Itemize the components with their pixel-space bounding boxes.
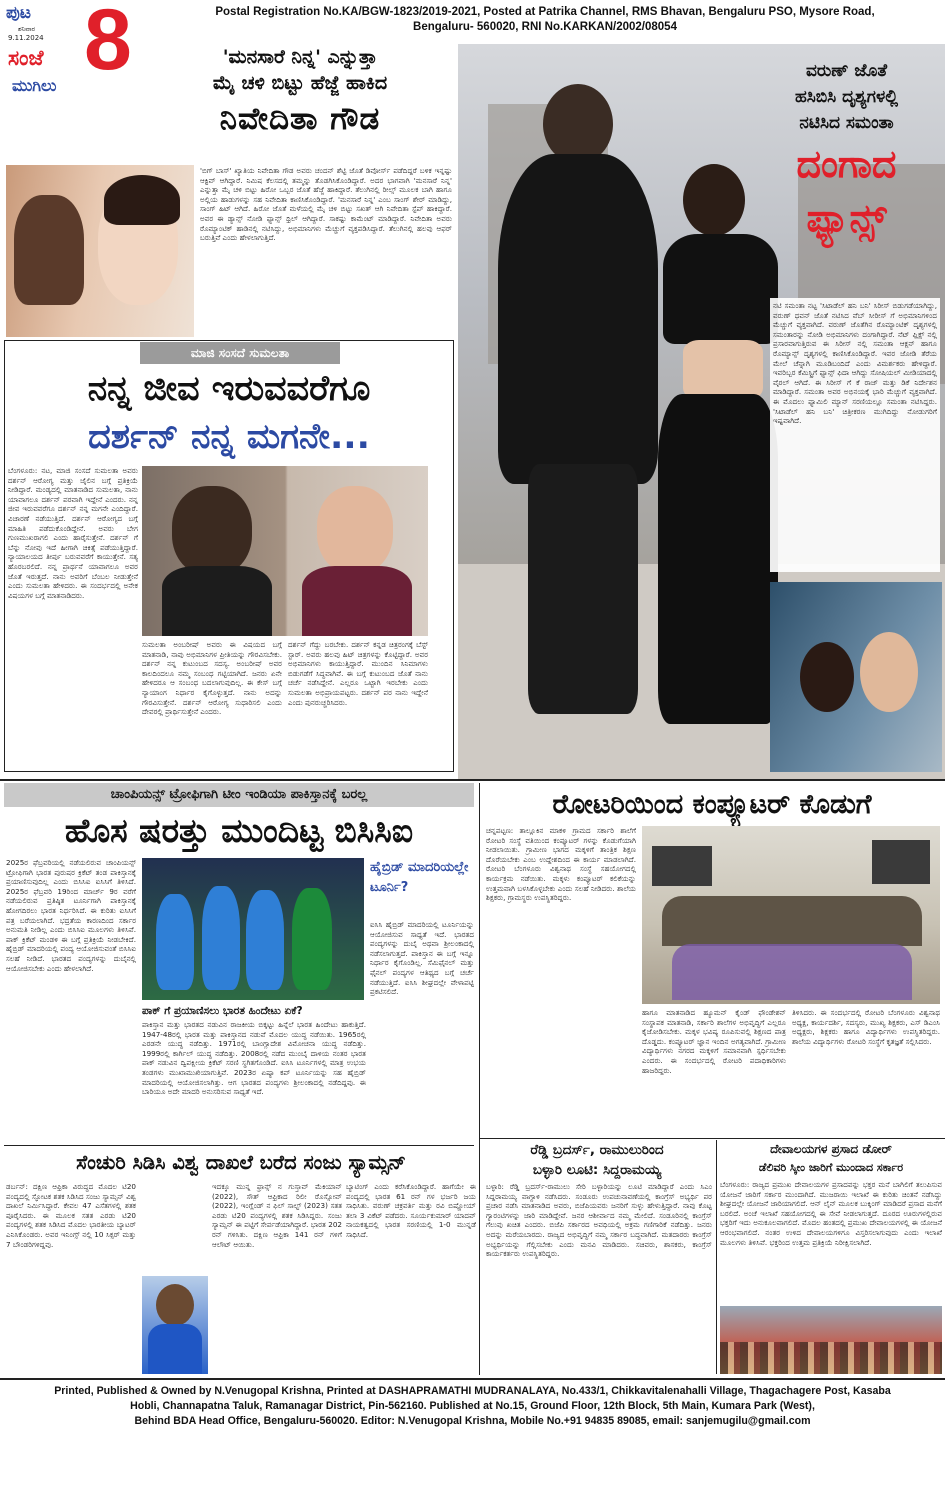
registration-block xyxy=(150,5,940,35)
registration-line-1: Postal Registration No.KA/BGW-1823/2019-2021, Posted at Patrika Channel, RMS Bhavan, Bengaluru PSO, Mysore Road, xyxy=(215,6,875,18)
rotary-headline: ರೋಟರಿಯಿಂದ ಕಂಪ್ಯೂಟರ್ ಕೊಡುಗೆ xyxy=(552,789,872,820)
reddy-headline xyxy=(484,1140,710,1180)
bcci-headline: ಹೊಸ ಷರತ್ತು ಮುಂದಿಟ್ಟ ಬಿಸಿಸಿಐ xyxy=(64,811,414,850)
day-label: ಶನಿವಾರ xyxy=(18,25,36,33)
varun-headline-line2: ಹಸಿಬಿಸಿ ದೃಶ್ಯಗಳಲ್ಲಿ xyxy=(794,87,899,107)
sanju-col2: ಇದಕ್ಕೂ ಮುನ್ನ ಫ್ರಾನ್ಸ್ ನ ಗುಸ್ತಾವ್ ಮೆಕಿಯಾನ್ (2022), ಸೌತ್ ಆಫ್ರಿಕಾದ ರಿಲೀ ರೊಸ್ಸೋವ್ (2022), ಇಂಗ್ಲೆಂಡ್ ನ ಫಿಲ್ ಸಾಲ್ಟ್ (2023) ಸತತ ಎರಡು ಟಿ20 ಪಂದ್ಯಗಳಲ್ಲಿ ಶತಕ ಸಿಡಿಸಿದ್ದರು. ಸಂಜು ಸ್ಯಾಮ್ಸನ್ ಈ ಪಟ್ಟಿಗೆ ಸೇರ್ಪಡೆಯಾಗಿದ್ದಾರೆ. ಭಾರತ 202 ರನ್ ಗಳಿಸಿತು. ದಕ್ಷಿಣ ಆಫ್ರಿಕಾ 141 ರನ್ ಗಳಿಗೆ ಆಲೌಟ್ ಆಯಿತು. xyxy=(212,1182,342,1249)
footer xyxy=(0,1384,945,1429)
nivedita-headline-line1: 'ಮನಸಾರೆ ನಿನ್ನ' ಎನ್ನುತ್ತಾ xyxy=(222,46,378,68)
bcci-side-body: ಐಸಿಸಿ ಹೈಬ್ರಿಡ್ ಮಾದರಿಯಲ್ಲಿ ಟೂರ್ನಿಯನ್ನು ಆಯೋಜಿಸುವ ಸಾಧ್ಯತೆ ಇದೆ. ಭಾರತದ ಪಂದ್ಯಗಳನ್ನು ದುಬೈ ಅಥವಾ ಶ್ರೀಲಂಕಾದಲ್ಲಿ ನಡೆಸಲಾಗುತ್ತದೆ. ಪಾಕಿಸ್ತಾನ ಈ ಬಗ್ಗೆ ಇನ್ನೂ ನಿರ್ಧಾರ ಕೈಗೊಂಡಿಲ್ಲ. ಸೆಮಿಫೈನಲ್ ಮತ್ತು ಫೈನಲ್ ಪಂದ್ಯಗಳ ಆತಿಥ್ಯದ ಬಗ್ಗೆ ಚರ್ಚೆ ನಡೆಯುತ್ತಿದೆ. ಐಸಿಸಿ ಶೀಘ್ರದಲ್ಲೇ ವೇಳಾಪಟ್ಟಿ ಪ್ರಕಟಿಸಲಿದೆ. xyxy=(370,920,474,997)
page-label: ಪುಟ xyxy=(6,3,31,23)
sanju-photo xyxy=(142,1276,208,1374)
reddy-headline-line2: ಬಳ್ಳಾರಿ ಲೂಟಿ: ಸಿದ್ದರಾಮಯ್ಯ xyxy=(532,1162,662,1178)
reddy-headline-line1: ರೆಡ್ಡಿ ಬ್ರದರ್ಸ್, ರಾಮುಲುರಿಂದ xyxy=(530,1142,664,1158)
cricket-team-photo xyxy=(142,858,364,1000)
varun-headline xyxy=(748,58,945,244)
sumalatha-col2: ಸುಮಲತಾ ಅಂಬರೀಷ್ ಅವರು ಈ ವಿಷಯದ ಬಗ್ಗೆ ಮಾತನಾಡಿ, ನಾವು ಅಭಿಮಾನಿಗಳ ಪ್ರೀತಿಯನ್ನು ಗೌರವಿಸಬೇಕು. ದರ್ಶನ್ ನನ್ನ ಕುಟುಂಬದ ಸದಸ್ಯ. ಅಂಬರೀಷ್ ಅವರ ಕಾಲದಿಂದಲೂ ನಮ್ಮ ಸಂಬಂಧ ಗಟ್ಟಿಯಾಗಿದೆ. ಜನರು ಏನೇ ಹೇಳಿದರೂ ಆ ಸಂಬಂಧ ಬದಲಾಗುವುದಿಲ್ಲ. ಈ ಕೇಸ್ ಬಗ್ಗೆ ನ್ಯಾಯಾಂಗ ನಿರ್ಧಾರ ಕೈಗೊಳ್ಳುತ್ತದೆ. ನಾನು ಅದನ್ನು ಗೌರವಿಸುತ್ತೇನೆ. ದರ್ಶನ್ ಆರೋಗ್ಯ ಸುಧಾರಿಸಲಿ ಎಂದು ದೇವರಲ್ಲಿ ಪ್ರಾರ್ಥಿಸುತ್ತೇನೆ ಎಂದರು. xyxy=(142,640,282,717)
rotary-photo xyxy=(642,826,940,1004)
sumalatha-kicker-text: ಮಾಜಿ ಸಂಸದೆ ಸುಮಲತಾ xyxy=(190,346,290,360)
footer-line-1: Printed, Published & Owned by N.Venugopal Krishna, Printed at DASHAPRAMATHI MUDRANALAYA, No.433/1, Chikkavitalenahalli Village, Thagachagere Post, Kasaba xyxy=(54,1385,891,1397)
varun-headline-line1: ವರುಣ್ ಜೊತೆ xyxy=(805,61,888,81)
nivedita-headline xyxy=(150,44,450,162)
footer-line-3: Behind BDA Head Office, Bengaluru-560020. Editor: N.Venugopal Krishna, Mobile No.+91 94835 89085, email: sanjemugilu@gmail.com xyxy=(134,1415,811,1427)
section-divider xyxy=(0,779,945,781)
temple-crowd-photo xyxy=(720,1306,942,1374)
temple-body: ಬೆಂಗಳೂರು: ರಾಜ್ಯದ ಪ್ರಮುಖ ದೇವಾಲಯಗಳ ಪ್ರಸಾದವನ್ನು ಭಕ್ತರ ಮನೆ ಬಾಗಿಲಿಗೆ ತಲುಪಿಸುವ ಯೋಜನೆ ಜಾರಿಗೆ ಸರ್ಕಾರ ಮುಂದಾಗಿದೆ. ಮುಜರಾಯಿ ಇಲಾಖೆ ಈ ಕುರಿತು ಚಿಂತನೆ ನಡೆಸಿದ್ದು ಶೀಘ್ರದಲ್ಲೇ ಯೋಜನೆ ಜಾರಿಯಾಗಲಿದೆ. ಆನ್ ಲೈನ್ ಮೂಲಕ ಬುಕ್ಕಿಂಗ್ ಮಾಡಿದರೆ ಪ್ರಸಾದ ಮನೆಗೆ ಬರಲಿದೆ. ಅಂಚೆ ಇಲಾಖೆ ಸಹಯೋಗದಲ್ಲಿ ಈ ಸೇವೆ ನೀಡಲಾಗುತ್ತದೆ. ದೂರದ ಊರುಗಳಲ್ಲಿರುವ ಭಕ್ತರಿಗೆ ಇದು ಅನುಕೂಲವಾಗಲಿದೆ. ಮೊದಲ ಹಂತದಲ್ಲಿ ಪ್ರಮುಖ ದೇವಾಲಯಗಳಲ್ಲಿ ಈ ಯೋಜನೆ ಆರಂಭವಾಗಲಿದೆ. ನಂತರ ಉಳಿದ ದೇವಾಲಯಗಳಿಗೂ ವಿಸ್ತರಿಸಲಾಗುವುದು ಎಂದು ಇಲಾಖೆ ಮೂಲಗಳು ತಿಳಿಸಿವೆ. ಭಕ್ತರಿಂದ ಉತ್ತಮ ಪ್ರತಿಕ್ರಿಯೆ ನಿರೀಕ್ಷಿಸಲಾಗಿದೆ. xyxy=(720,1180,942,1247)
varun-headline-big1: ದಂಗಾದ xyxy=(796,142,897,186)
sanju-top-rule xyxy=(4,1145,474,1146)
bcci-kicker-text: ಚಾಂಪಿಯನ್ಸ್ ಟ್ರೋಫಿಗಾಗಿ ಟೀಂ ಇಂಡಿಯಾ ಪಾಕಿಸ್ತಾನಕ್ಕೆ ಬರಲ್ಲ xyxy=(110,787,368,802)
bcci-side-headline: ಹೈಬ್ರಿಡ್ ಮಾದರಿಯಲ್ಲೇ ಟೂರ್ನಿ? xyxy=(370,860,469,895)
temple-headline-line2: ಡೆಲಿವರಿ ಸ್ಕೀಂ ಜಾರಿಗೆ ಮುಂದಾದ ಸರ್ಕಾರ xyxy=(758,1161,904,1174)
sumalatha-kicker xyxy=(140,342,340,364)
temple-headline xyxy=(720,1140,942,1177)
sumalatha-headline-line1: ನನ್ನ ಜೀವ ಇರುವವರೆಗೂ xyxy=(87,369,371,409)
woman-figure xyxy=(683,164,745,236)
sumalatha-col1: ಬೆಂಗಳೂರು: ನಟ, ಮಾಜಿ ಸಂಸದೆ ಸುಮಲತಾ ಅವರು ದರ್ಶನ್ ಆರೋಗ್ಯ ಮತ್ತು ಜೈಲಿನ ಬಗ್ಗೆ ಪ್ರತಿಕ್ರಿಯೆ ನೀಡಿದ್ದಾರೆ. ಮಂಡ್ಯದಲ್ಲಿ ಮಾತನಾಡಿದ ಸುಮಲತಾ, ನಾನು ಯಾವಾಗಲೂ ದರ್ಶನ್ ಪರವಾಗಿ ಇದ್ದೇನೆ ಎಂದರು. ನನ್ನ ಜೀವ ಇರುವವರೆಗೂ ದರ್ಶನ್ ನನ್ನ ಮಗನೇ ಎಂದಿದ್ದಾರೆ. ವಿಚಾರಣೆ ನಡೆಯುತ್ತಿದೆ. ದರ್ಶನ್ ಆರೋಗ್ಯದ ಬಗ್ಗೆ ಮಾಹಿತಿ ಪಡೆದುಕೊಂಡಿದ್ದೇನೆ. ಅವರು ಬೇಗ ಗುಣಮುಖರಾಗಲಿ ಎಂದು ಹಾರೈಸುತ್ತೇನೆ. ದರ್ಶನ್ ಗೆ ಬೆನ್ನು ನೋವು ಇದೆ ಹೀಗಾಗಿ ಚಿಕಿತ್ಸೆ ಪಡೆಯುತ್ತಿದ್ದಾರೆ. ನ್ಯಾಯಾಲಯದ ತೀರ್ಪು ಬರುವವರೆಗೆ ಕಾಯುತ್ತೇನೆ. ಸತ್ಯ ಹೊರಬರಲಿದೆ. ನನ್ನ ಪ್ರಾರ್ಥನೆ ಯಾವಾಗಲೂ ಅವರ ಜೊತೆ ಇರುತ್ತದೆ. ನಾನು ಅವರಿಗೆ ಬೆಂಬಲ ನೀಡುತ್ತೇನೆ ಎಂದು ಸುಮಲತಾ ಹೇಳಿದರು. ಈ ಸಂದರ್ಭದಲ್ಲಿ ಅನೇಕ ವಿಷಯಗಳ ಬಗ್ಗೆ ಮಾತನಾಡಿದರು. xyxy=(8,466,138,600)
paper-name-line2: ಮುಗಿಲು xyxy=(12,76,57,95)
sanju-col1: ಡರ್ಬನ್: ದಕ್ಷಿಣ ಆಫ್ರಿಕಾ ವಿರುದ್ಧದ ಮೊದಲ ಟಿ20 ಪಂದ್ಯದಲ್ಲಿ ಸ್ಫೋಟಕ ಶತಕ ಸಿಡಿಸಿದ ಸಂಜು ಸ್ಯಾಮ್ಸನ್ ವಿಶ್ವ ದಾಖಲೆ ನಿರ್ಮಿಸಿದ್ದಾರೆ. ಕೇವಲ 47 ಎಸೆತಗಳಲ್ಲಿ ಶತಕ ಪೂರೈಸಿದರು. ಈ ಮೂಲಕ ಸತತ ಎರಡು ಟಿ20 ಪಂದ್ಯಗಳಲ್ಲಿ ಶತಕ ಸಿಡಿಸಿದ ಮೊದಲ ಭಾರತೀಯ ಬ್ಯಾಟರ್ ಎನಿಸಿಕೊಂಡರು. ಅವರ ಇನಿಂಗ್ಸ್ ನಲ್ಲಿ 10 ಸಿಕ್ಸರ್ ಮತ್ತು 7 ಬೌಂಡರಿಗಳಿದ್ದವು. xyxy=(6,1182,136,1249)
varun-headline-line3: ನಟಿಸಿದ ಸಮಂತಾ xyxy=(799,113,894,133)
registration-line-2: Bengaluru- 560020, RNI No.KARKAN/2002/08054 xyxy=(413,21,677,33)
varun-body: ನಟಿ ಸಮಂತಾ ನಟ್ಟ 'ಸಿಟಾಡೆಲ್ ಹನಿ ಬನಿ' ಸಿರೀಸ್ ಬಿಡುಗಡೆಯಾಗಿದ್ದು, ವರುಣ್ ಧವನ್ ಜೊತೆ ನಟಿಸಿದ ವೆಬ್ ಸೀರೀಸ್ ಗೆ ಅಭಿಮಾನಿಗಳಿಂದ ಮೆಚ್ಚುಗೆ ವ್ಯಕ್ತವಾಗಿದೆ. ವರುಣ್ ಜೊತೆಗಿನ ರೊಮ್ಯಾಂಟಿಕ್ ದೃಶ್ಯಗಳಲ್ಲಿ ಸಮಂತಾರನ್ನು ನೋಡಿ ಅಭಿಮಾನಿಗಳು ದಂಗಾಗಿದ್ದಾರೆ. ನೆಟ್ ಫ್ಲಿಕ್ಸ್ ನಲ್ಲಿ ಪ್ರಸಾರವಾಗುತ್ತಿರುವ ಈ ಸಿರೀಸ್ ನಲ್ಲಿ ಸಮಂತಾ ಆಕ್ಷನ್ ಹಾಗೂ ರೊಮ್ಯಾನ್ಸ್ ದೃಶ್ಯಗಳಲ್ಲಿ ಕಾಣಿಸಿಕೊಂಡಿದ್ದಾರೆ. ಇವರ ಜೋಡಿ ತೆರೆಯ ಮೇಲೆ ಚೆನ್ನಾಗಿ ಮೂಡಿಬಂದಿದೆ ಎಂದು ವಿಮರ್ಶಕರು ಹೇಳಿದ್ದಾರೆ. ಇವರಿಬ್ಬರ ಕೆಮಿಸ್ಟ್ರಿಗೆ ಫ್ಯಾನ್ಸ್ ಫಿದಾ ಆಗಿದ್ದು ಸೋಷಿಯಲ್ ಮೀಡಿಯಾದಲ್ಲಿ ವೈರಲ್ ಆಗಿದೆ. ಈ ಸಿರೀಸ್ ಗೆ ಕೆ ರಾಜ್ ಮತ್ತು ಡಿಕೆ ನಿರ್ದೇಶನ ಮಾಡಿದ್ದಾರೆ. ಸಮಂತಾ ಅವರ ಅಭಿನಯಕ್ಕೆ ಭಾರಿ ಮೆಚ್ಚುಗೆ ವ್ಯಕ್ತವಾಗಿದೆ. ಈ ಮೊದಲು ಫ್ಯಾಮಿಲಿ ಮ್ಯಾನ್ ಸರಣಿಯಲ್ಲೂ ಸಮಂತಾ ನಟಿಸಿದ್ದರು. 'ಸಿಟಾಡೆಲ್ ಹನಿ ಬನಿ' ಚಿತ್ರೀಕರಣ ಮುಗಿದಿದ್ದು ನೋಡುಗರಿಗೆ ಇಷ್ಟವಾಗಿದೆ. xyxy=(770,298,940,572)
page-number: 8 xyxy=(84,0,132,88)
nivedita-photo xyxy=(6,165,194,337)
nivedita-headline-name: ನಿವೇದಿತಾ ಗೌಡ xyxy=(219,101,381,137)
rotary-col1: ಚನ್ನಪಟ್ಟಣ: ತಾಲ್ಲೂಕಿನ ಮಾಕಳಿ ಗ್ರಾಮದ ಸರ್ಕಾರಿ ಶಾಲೆಗೆ ರೋಟರಿ ಸಂಸ್ಥೆ ವತಿಯಿಂದ ಕಂಪ್ಯೂಟರ್ ಗಳನ್ನು ಕೊಡುಗೆಯಾಗಿ ನೀಡಲಾಯಿತು. ಗ್ರಾಮೀಣ ಭಾಗದ ಮಕ್ಕಳಿಗೆ ತಾಂತ್ರಿಕ ಶಿಕ್ಷಣ ದೊರೆಯಬೇಕು ಎಂಬ ಉದ್ದೇಶದಿಂದ ಈ ಕಾರ್ಯ ಮಾಡಲಾಗಿದೆ. ರೋಟರಿ ಬೆಂಗಳೂರು ವಿಶ್ವನಾಥ ಸಂಸ್ಥೆ ಸಹಯೋಗದಲ್ಲಿ ಕಾರ್ಯಕ್ರಮ ನಡೆಯಿತು. ಮಕ್ಕಳು ಕಂಪ್ಯೂಟರ್ ಕಲಿಕೆಯನ್ನು ಉತ್ತಮವಾಗಿ ಬಳಸಿಕೊಳ್ಳಬೇಕು ಎಂದು ಸಲಹೆ ನೀಡಿದರು. ಶಾಲೆಯ ಶಿಕ್ಷಕರು, ಗ್ರಾಮಸ್ಥರು ಉಪಸ್ಥಿತರಿದ್ದರು. xyxy=(486,826,636,903)
sumalatha-headline-line2: ದರ್ಶನ್ ನನ್ನ ಮಗನೇ... xyxy=(88,417,370,457)
man-figure xyxy=(543,84,613,164)
nivedita-body: 'ಬಿಗ್ ಬಾಸ್' ಖ್ಯಾತಿಯ ನಿವೇದಿತಾ ಗೌಡ ಅವರು ಚಂದನ್ ಶೆಟ್ಟಿ ಜೊತೆ ಡಿವೋರ್ಸ್ ಪಡೆದಿದ್ದರೆ ಬಳಿಕ ಇನ್ನಷ್ಟು ಆಕ್ಟಿವ್ ಆಗಿದ್ದಾರೆ. ನಿಮಿಷ ಕೆಲಸದಲ್ಲಿ ತಮ್ಮನ್ನು ತೊಡಗಿಸಿಕೊಂಡಿದ್ದಾರೆ. ಅದರ ಭಾಗವಾಗಿ 'ಮನಸಾರೆ ನಿನ್ನ' ಎನ್ನುತ್ತಾ ಮೈ ಚಳಿ ಬಿಟ್ಟು ಹಿರೋ ಒಬ್ಬರ ಜೊತೆ ಹೆಜ್ಜೆ ಹಾಕಿದ್ದಾರೆ. ತೆಲುಗಿನಲ್ಲಿ ರೀಲ್ಸ್ ಮೂಲಕ ಬಾಗಿ ಹಾಗೂ ಅಲ್ಲಿಯ ಹಾಡುಗಳನ್ನು ಸಹ ನಿವೇದಿತಾ ಕಾಣಿಸಿಕೊಂಡಿದ್ದಾರೆ. 'ಮನಸಾರೆ ನಿನ್ನ' ಎಂಬ ಸಾಂಗ್ ಶೇರ್ ಮಾಡಿದ್ದು, ಸಾಂಗ್ ಹಿಟ್ ಆಗಿದೆ. ಹಿರೋ ಜೊತೆ ಮಳೆಯಲ್ಲಿ ಮೈ ಚಳಿ ಬಿಟ್ಟು ಸಖತ್ ಆಗಿ ನಿವೇದಿತಾ ಸ್ಟೆಪ್ ಹಾಕಿದ್ದಾರೆ. ಅವರ ಈ ಡ್ಯಾನ್ಸ್ ನೋಡಿ ಫ್ಯಾನ್ಸ್ ಥ್ರಿಲ್ ಆಗಿದ್ದಾರೆ. ಸಾಕಷ್ಟು ಕಾಮೆಂಟ್ ಮಾಡಿದ್ದಾರೆ. ನಿವೇದಿತಾ ಅವರು ರೊಮ್ಯಾಂಟಿಕ್ ಹಾಡಿನಲ್ಲಿ ನಟಿಸಿದ್ದು, ಅಭಿಮಾನಿಗಳು ಮೆಚ್ಚುಗೆ ವ್ಯಕ್ತಪಡಿಸಿದ್ದಾರೆ. ತೆಲುಗಿನಲ್ಲಿ ಹಲವು ಆಫರ್ ಬರುತ್ತಿವೆ ಎಂದು ಹೇಳಲಾಗುತ್ತಿದೆ. xyxy=(200,166,452,243)
rotary-col3: ತಿಳಿಸಿದರು. ಈ ಸಂದರ್ಭದಲ್ಲಿ ರೋಟರಿ ಬೆಂಗಳೂರು ವಿಶ್ವನಾಥ ಅಧ್ಯಕ್ಷ, ಕಾರ್ಯದರ್ಶಿ, ಸದಸ್ಯರು, ಮುಖ್ಯ ಶಿಕ್ಷಕರು, ಎಸ್ ಡಿಎಂಸಿ ಅಧ್ಯಕ್ಷರು, ಶಿಕ್ಷಕರು ಹಾಗೂ ವಿದ್ಯಾರ್ಥಿಗಳು ಉಪಸ್ಥಿತರಿದ್ದರು. ಶಾಲೆಯ ವಿದ್ಯಾರ್ಥಿಗಳು ರೋಟರಿ ಸಂಸ್ಥೆಗೆ ಕೃತಜ್ಞತೆ ಸಲ್ಲಿಸಿದರು. xyxy=(792,1008,940,1046)
bcci-kicker xyxy=(4,783,474,807)
footer-line-2: Hobli, Channapatna Taluk, Ramanagar District, Pin-562160. Published at No.15, Ground Floor, 12th Block, 5th Main, Kumara Park (West), xyxy=(130,1400,815,1412)
bcci-col1: 2025ರ ಫೆಬ್ರವರಿಯಲ್ಲಿ ನಡೆಯಲಿರುವ ಚಾಂಪಿಯನ್ಸ್ ಟ್ರೋಫಿಗಾಗಿ ಭಾರತ ಪುರುಷರ ಕ್ರಿಕೆಟ್ ತಂಡ ಪಾಕಿಸ್ತಾನಕ್ಕೆ ಪ್ರಯಾಣಿಸುವುದಿಲ್ಲ ಎಂದು ಬಿಸಿಸಿಐ ಐಸಿಸಿಗೆ ತಿಳಿಸಿದೆ. 2025ರ ಫೆಬ್ರವರಿ 19ರಿಂದ ಮಾರ್ಚ್ 9ರ ವರೆಗೆ ನಡೆಯಲಿರುವ ಪ್ರತಿಷ್ಠಿತ ಟೂರ್ನಿಗಾಗಿ ಪಾಕಿಸ್ತಾನಕ್ಕೆ ಹೋಗದಿರಲು ಭಾರತ ನಿರ್ಧರಿಸಿದೆ. ಈ ಕುರಿತು ಐಸಿಸಿಗೆ ಪತ್ರ ಬರೆಯಲಾಗಿದೆ. ಭದ್ರತೆಯ ಕಾರಣದಿಂದ ಸರ್ಕಾರ ಅನುಮತಿ ನೀಡಿಲ್ಲ ಎಂದು ಬಿಸಿಸಿಐ ಮೂಲಗಳು ತಿಳಿಸಿವೆ. ಪಾಕ್ ಕ್ರಿಕೆಟ್ ಮಂಡಳಿ ಈ ಬಗ್ಗೆ ಪ್ರತಿಕ್ರಿಯೆ ನೀಡಬೇಕಿದೆ. ಹೈಬ್ರಿಡ್ ಮಾದರಿಯಲ್ಲಿ ಪಂದ್ಯ ಆಯೋಜಿಸುವಂತೆ ಬಿಸಿಸಿಐ ಸಲಹೆ ನೀಡಿದೆ. ಭಾರತದ ಪಂದ್ಯಗಳನ್ನು ದುಬೈನಲ್ಲಿ ಆಯೋಜಿಸಬೇಕು ಎಂದು ಹೇಳಲಾಗಿದೆ. xyxy=(6,858,136,973)
reddy-top-rule xyxy=(480,1138,945,1139)
date-label: 9.11.2024 xyxy=(8,34,44,42)
rotary-col2: ಹಾಗೂ ಮಾತನಾಡಿದ ಹ್ಯೂಮನ್ ಕೈಂಡ್ ಫೌಂಡೇಶನ್ ಸಂಸ್ಥಾಪಕ ಮಾತನಾಡಿ, ಸರ್ಕಾರಿ ಶಾಲೆಗಳ ಅಭಿವೃದ್ಧಿಗೆ ಎಲ್ಲರೂ ಕೈಜೋಡಿಸಬೇಕು. ಮಕ್ಕಳ ಭವಿಷ್ಯ ರೂಪಿಸುವಲ್ಲಿ ಶಿಕ್ಷಣದ ಪಾತ್ರ ದೊಡ್ಡದು. ಕಂಪ್ಯೂಟರ್ ಜ್ಞಾನ ಇಂದಿನ ಅಗತ್ಯವಾಗಿದೆ. ಗ್ರಾಮೀಣ ವಿದ್ಯಾರ್ಥಿಗಳು ನಗರದ ಮಕ್ಕಳಿಗೆ ಸಮಾನವಾಗಿ ಸ್ಪರ್ಧಿಸಬೇಕು ಎಂದರು. ಈ ಸಂದರ್ಭದಲ್ಲಿ ರೋಟರಿ ಪದಾಧಿಕಾರಿಗಳು ಹಾಜರಿದ್ದರು. xyxy=(642,1008,786,1075)
bcci-sub-headline: ಪಾಕ್ ಗೆ ಪ್ರಯಾಣಿಸಲು ಭಾರತ ಹಿಂದೇಟು ಏಕೆ? xyxy=(142,1005,303,1017)
sanju-col3: ಬ್ಯಾಟಿಂಗ್ ಎಂದು ಕರೆಸಿಕೊಂಡಿದ್ದಾರೆ. ಹಾಗೆಯೇ ಈ ಪಂದ್ಯದಲ್ಲಿ ಭಾರತ 61 ರನ್ ಗಳ ಭರ್ಜರಿ ಜಯ ಸಾಧಿಸಿತು. ವರುಣ್ ಚಕ್ರವರ್ತಿ ಮತ್ತು ರವಿ ಬಿಷ್ಣೋಯ್ ತಲಾ 3 ವಿಕೆಟ್ ಪಡೆದರು. ಸೂರ್ಯಕುಮಾರ್ ಯಾದವ್ ನಾಯಕತ್ವದಲ್ಲಿ ಭಾರತ ಸರಣಿಯಲ್ಲಿ 1-0 ಮುನ್ನಡೆ ಸಾಧಿಸಿದೆ. xyxy=(346,1182,476,1239)
vertical-divider xyxy=(479,783,480,1375)
sumalatha-col3: ದರ್ಶನ್ ಗೆದ್ದು ಬರಬೇಕು. ದರ್ಶನ್ ಕನ್ನಡ ಚಿತ್ರರಂಗಕ್ಕೆ ಬೆಸ್ಟ್ ಸ್ಟಾರ್. ಅವರು ಹಲವು ಹಿಟ್ ಚಿತ್ರಗಳನ್ನು ಕೊಟ್ಟಿದ್ದಾರೆ. ಅವರ ಅಭಿಮಾನಿಗಳು ಕಾಯುತ್ತಿದ್ದಾರೆ. ಮುಂದಿನ ಸಿನಿಮಾಗಳು ಬಿಡುಗಡೆಗೆ ಸಿದ್ಧವಾಗಿವೆ. ಈ ಬಗ್ಗೆ ಕುಟುಂಬದ ಜೊತೆ ನಾನು ಚರ್ಚೆ ನಡೆಸಿದ್ದೇನೆ. ಎಲ್ಲರೂ ಒಟ್ಟಾಗಿ ಇರಬೇಕು ಎಂದು ಸುಮಲತಾ ಅಭಿಪ್ರಾಯಪಟ್ಟರು. ದರ್ಶನ್ ಪರ ನಾನು ಇದ್ದೇನೆ ಎಂದು ಪುನರುಚ್ಚರಿಸಿದರು. xyxy=(288,640,428,707)
darshan-sumalatha-photo xyxy=(142,466,428,636)
temple-left-rule xyxy=(716,1140,717,1374)
bcci-sub-body: ಪಾಕಿಸ್ತಾನ ಮತ್ತು ಭಾರತದ ನಡುವಿನ ರಾಜಕೀಯ ಬಿಕ್ಕಟ್ಟು ಹಿನ್ನೆಲೆ ಭಾರತ ಹಿಂದೇಟು ಹಾಕುತ್ತಿದೆ. 1947-48ರಲ್ಲಿ ಭಾರತ ಮತ್ತು ಪಾಕಿಸ್ತಾನದ ನಡುವೆ ಮೊದಲ ಯುದ್ಧ ನಡೆಯಿತು. 1965ರಲ್ಲಿ ಎರಡನೇ ಯುದ್ಧ ನಡೆದಿತ್ತು. 1971ರಲ್ಲಿ ಬಾಂಗ್ಲಾದೇಶ ವಿಮೋಚನಾ ಯುದ್ಧ ನಡೆದಿತ್ತು. 1999ರಲ್ಲಿ ಕಾರ್ಗಿಲ್ ಯುದ್ಧ ನಡೆದಿತ್ತು. 2008ರಲ್ಲಿ ನಡೆದ ಮುಂಬೈ ದಾಳಿಯ ನಂತರ ಭಾರತ ಪಾಕ್ ನಡುವಿನ ದ್ವಿಪಕ್ಷೀಯ ಕ್ರಿಕೆಟ್ ಸರಣಿ ಸ್ಥಗಿತಗೊಂಡಿದೆ. ಐಸಿಸಿ ಟೂರ್ನಿಗಳಲ್ಲಿ ಮಾತ್ರ ಉಭಯ ತಂಡಗಳು ಮುಖಾಮುಖಿಯಾಗುತ್ತಿವೆ. 2023ರ ಏಷ್ಯಾ ಕಪ್ ಟೂರ್ನಿಯನ್ನು ಸಹ ಹೈಬ್ರಿಡ್ ಮಾದರಿಯಲ್ಲಿ ಆಯೋಜಿಸಲಾಗಿತ್ತು. ಆಗ ಭಾರತದ ಪಂದ್ಯಗಳು ಶ್ರೀಲಂಕಾದಲ್ಲಿ ನಡೆದಿದ್ದವು. ಈ ಬಾರಿಯೂ ಅದೇ ಮಾದರಿ ಅನುಸರಿಸುವ ಸಾಧ್ಯತೆ ಇದೆ. xyxy=(142,1020,366,1097)
footer-rule xyxy=(0,1378,945,1380)
varun-headline-big2: ಫ್ಯಾನ್ಸ್ xyxy=(806,196,887,240)
sanju-headline: ಸೆಂಚುರಿ ಸಿಡಿಸಿ ವಿಶ್ವ ದಾಖಲೆ ಬರೆದ ಸಂಜು ಸ್ಯಾಮ್ಸನ್ xyxy=(76,1151,406,1174)
reddy-body: ಬಳ್ಳಾರಿ: ರೆಡ್ಡಿ ಬ್ರದರ್ಸ್-ರಾಮುಲು ಸೇರಿ ಬಳ್ಳಾರಿಯನ್ನು ಲೂಟಿ ಮಾಡಿದ್ದಾರೆ ಎಂದು ಸಿಎಂ ಸಿದ್ದರಾಮಯ್ಯ ವಾಗ್ದಾಳಿ ನಡೆಸಿದರು. ಸಂಡೂರು ಉಪಚುನಾವಣೆಯಲ್ಲಿ ಕಾಂಗ್ರೆಸ್ ಅಭ್ಯರ್ಥಿ ಪರ ಪ್ರಚಾರ ನಡೆಸಿ ಮಾತನಾಡಿದ ಅವರು, ಬಿಜೆಪಿಯವರು ಜನರಿಗೆ ಸುಳ್ಳು ಹೇಳುತ್ತಿದ್ದಾರೆ. ನಾವು ಕೊಟ್ಟ ಗ್ಯಾರಂಟಿಗಳನ್ನು ಜಾರಿ ಮಾಡಿದ್ದೇವೆ. ಜನರ ಆಶೀರ್ವಾದ ನಮ್ಮ ಮೇಲಿದೆ. ಸಂಡೂರಿನಲ್ಲಿ ಕಾಂಗ್ರೆಸ್ ಗೆಲುವು ಖಚಿತ ಎಂದರು. ಬಿಜೆಪಿ ಸರ್ಕಾರದ ಅವಧಿಯಲ್ಲಿ ಅಕ್ರಮ ಗಣಿಗಾರಿಕೆ ನಡೆದಿತ್ತು. ಜನರು ಅದನ್ನು ಮರೆಯಬಾರದು. ರಾಜ್ಯದ ಅಭಿವೃದ್ಧಿಗೆ ನಮ್ಮ ಸರ್ಕಾರ ಬದ್ಧವಾಗಿದೆ. ಮತದಾರರು ಕಾಂಗ್ರೆಸ್ ಅಭ್ಯರ್ಥಿಯನ್ನು ಗೆಲ್ಲಿಸಬೇಕು ಎಂದು ಮನವಿ ಮಾಡಿದರು. ಸಚಿವರು, ಶಾಸಕರು, ಕಾಂಗ್ರೆಸ್ ಕಾರ್ಯಕರ್ತರು ಉಪಸ್ಥಿತರಿದ್ದರು. xyxy=(486,1182,712,1259)
paper-name-line1: ಸಂಜೆ xyxy=(8,46,44,70)
nivedita-headline-line2: ಮೈ ಚಳಿ ಬಿಟ್ಟು ಹೆಜ್ಜೆ ಹಾಕಿದ xyxy=(212,72,388,94)
temple-headline-line1: ದೇವಾಲಯಗಳ ಪ್ರಸಾದ ಡೋರ್ xyxy=(770,1142,892,1156)
citadel-still-photo xyxy=(770,582,942,772)
